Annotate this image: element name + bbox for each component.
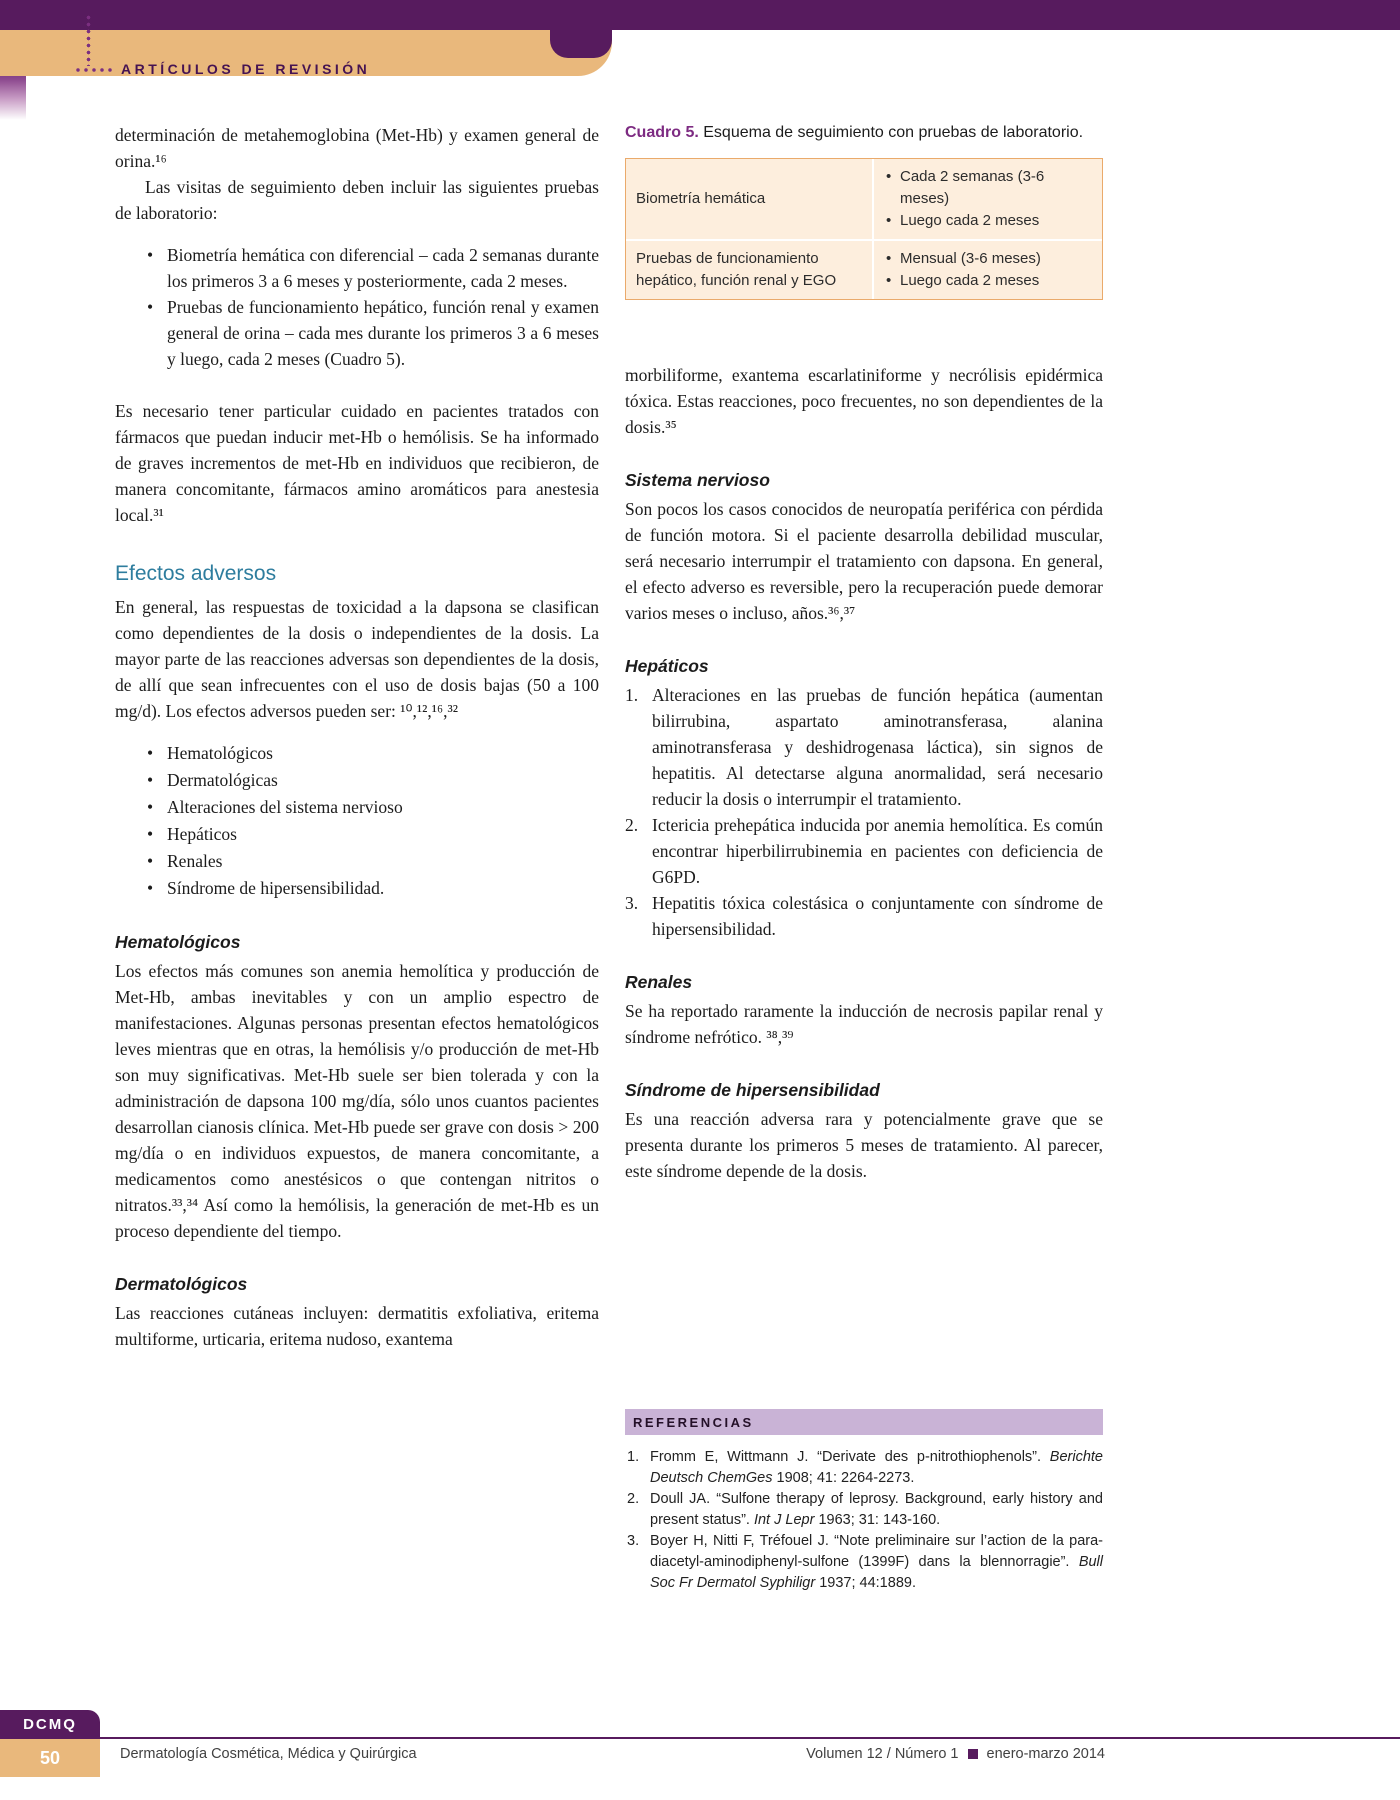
- references-list: [625, 1447, 1103, 1594]
- paragraph: Las reacciones cutáneas incluyen: dermatitis exfoliativa, eritema multiforme, urticaria, eritema nudoso, exantema: [115, 1303, 599, 1349]
- subheading-renales: Renales: [625, 972, 693, 992]
- subheading-hematologicos: Hematológicos: [115, 932, 241, 952]
- table-cell-values: [872, 159, 1102, 239]
- list-item: • Dermatológicas: [115, 767, 599, 794]
- reference-item: [625, 1531, 1103, 1594]
- hepatic-effects-list: [625, 682, 1103, 942]
- reference-text: Boyer H, Nitti F, Tréfouel J. “Note preliminaire sur l’action de la para-diacetyl-aminodiphenyl-sulfone (1399F) dans la blennorragie”.: [650, 1533, 1103, 1570]
- reference-text: 1908; 41: 2264-2273.: [772, 1470, 915, 1486]
- list-item: • Hematológicos: [115, 740, 599, 767]
- subheading-sistema-nervioso: Sistema nervioso: [625, 470, 770, 490]
- list-item: • Alteraciones del sistema nervioso: [115, 794, 599, 821]
- square-bullet-icon: [968, 1749, 978, 1759]
- item-number: 1.: [625, 685, 639, 705]
- table-cell-values: [872, 241, 1102, 299]
- left-column: [115, 122, 599, 1352]
- list-item: • Biometría hemática con diferencial – cada 2 semanas durante los primeros 3 a 6 meses y posteriormente, cada 2 meses.: [115, 242, 599, 294]
- table-cell-label: Pruebas de funcionamiento hepático, función renal y EGO: [636, 250, 837, 289]
- paragraph: morbiliforme, exantema escarlatiniforme y necrólisis epidérmica tóxica. Estas reacciones, poco frecuentes, no son dependientes de la dosis.³⁵: [625, 365, 1103, 437]
- cuadro-5-table: [625, 158, 1103, 300]
- footer-issue-info: [806, 1746, 1105, 1762]
- right-column: [625, 122, 1103, 1594]
- table-cell-label: Biometría hemática: [636, 190, 766, 207]
- reference-journal: Int J Lepr: [753, 1512, 815, 1528]
- lab-tests-list: [115, 242, 599, 372]
- table-caption-label: Cuadro 5.: [625, 124, 699, 141]
- dotted-line-vertical: [85, 14, 92, 66]
- subheading-sindrome-hipersensibilidad: Síndrome de hipersensibilidad: [625, 1080, 880, 1100]
- section-heading-efectos-adversos: Efectos adversos: [115, 562, 277, 585]
- paragraph: Los efectos más comunes son anemia hemolítica y producción de Met-Hb, ambas inevitables y con un amplio espectro de manifestaciones. Algunas personas presentan efectos hematológicos leves mientras que en otras, la hemólisis y/o producción de met-Hb son muy significativas. Met-Hb suele ser bien tolerada y con la administración de dapsona 100 mg/día, sólo unos cuantos pacientes desarrollan cianosis clínica. Met-Hb puede ser grave con dosis > 200 mg/día o en individuos expuestos, de manera concomitante, a medicamentos como anestésicos o que contengan nitritos o nitratos.³³,³⁴ Así como la hemólisis, la generación de met-Hb es un proceso dependiente del tiempo.: [115, 961, 599, 1241]
- reference-number: 3.: [627, 1533, 640, 1549]
- reference-journal: Berichte Deutsch ChemGes: [650, 1449, 1103, 1486]
- section-kicker: ARTÍCULOS DE REVISIÓN: [121, 61, 371, 77]
- paragraph: determinación de metahemoglobina (Met-Hb) y examen general de orina.¹⁶: [115, 125, 599, 171]
- item-text: Hepatitis tóxica colestásica o conjuntamente con síndrome de hipersensibilidad.: [652, 893, 1103, 939]
- item-text: Alteraciones en las pruebas de función hepática (aumentan bilirrubina, aspartato aminotransferasa, alanina aminotransferasa y deshidrogenasa láctica), sin signos de hepatitis. Al detectarse alguna anormalidad, será necesario reducir la dosis o interrumpir el tratamiento.: [652, 685, 1103, 809]
- table-bullet: • Cada 2 semanas (3-6 meses): [884, 166, 1092, 210]
- list-item: • Renales: [115, 848, 599, 875]
- table-bullet: • Mensual (3-6 meses): [884, 248, 1092, 270]
- list-item: • Hepáticos: [115, 821, 599, 848]
- footer-volume: Volumen 12 / Número 1: [806, 1746, 959, 1762]
- reference-number: 1.: [627, 1449, 640, 1465]
- item-number: 2.: [625, 815, 639, 835]
- top-purple-bar: [0, 0, 1400, 30]
- paragraph: Son pocos los casos conocidos de neuropatía periférica con pérdida de función motora. Si el paciente desarrolla debilidad muscular, será necesario interrumpir el tratamiento con dapsona. En general, el efecto adverso es reversible, pero la recuperación puede demorar varios meses o incluso, años.³⁶,³⁷: [625, 499, 1103, 623]
- table-bullet: • Luego cada 2 meses: [884, 210, 1092, 232]
- item-number: 3.: [625, 893, 639, 913]
- list-item: • Pruebas de funcionamiento hepático, función renal y examen general de orina – cada mes durante los primeros 3 a 6 meses y luego, cada 2 meses (Cuadro 5).: [115, 294, 599, 372]
- journal-logo: DCMQ: [0, 1710, 100, 1738]
- numbered-item: [625, 682, 1103, 812]
- purple-corner-tab: [550, 0, 612, 58]
- reference-journal: Bull Soc Fr Dermatol Syphiligr: [650, 1554, 1103, 1591]
- subheading-hepaticos: Hepáticos: [625, 656, 709, 676]
- table-caption-text: Esquema de seguimiento con pruebas de laboratorio.: [698, 124, 1084, 141]
- footer-date: enero-marzo 2014: [986, 1746, 1105, 1762]
- subheading-dermatologicos: Dermatológicos: [115, 1274, 248, 1294]
- table-row: [626, 241, 1102, 299]
- numbered-item: [625, 812, 1103, 890]
- reference-text: Doull JA. “Sulfone therapy of leprosy. Background, early history and present status”.: [650, 1491, 1103, 1528]
- paragraph: Es una reacción adversa rara y potencialmente grave que se presenta durante los primeros 5 meses de tratamiento. Al parecer, este síndrome depende de la dosis.: [625, 1109, 1103, 1181]
- table-bullet: • Luego cada 2 meses: [884, 270, 1092, 292]
- adverse-effects-list: [115, 740, 599, 902]
- dotted-line-horizontal: [74, 66, 116, 74]
- item-text: Ictericia prehepática inducida por anemia hemolítica. Es común encontrar hiperbilirrubinemia en pacientes con deficiencia de G6PD.: [652, 815, 1103, 887]
- reference-number: 2.: [627, 1491, 640, 1507]
- numbered-item: [625, 890, 1103, 942]
- reference-text: 1963; 31: 143-160.: [814, 1512, 941, 1528]
- paragraph: Se ha reportado raramente la inducción de necrosis papilar renal y síndrome nefrótico. ³⁸,³⁹: [625, 1001, 1103, 1047]
- paragraph: En general, las respuestas de toxicidad a la dapsona se clasifican como dependientes de la dosis o independientes de la dosis. La mayor parte de las reacciones adversas son dependientes de la dosis, de allí que sean infrecuentes con el uso de dosis bajas (50 a 100 mg/d). Los efectos adversos pueden ser: ¹⁰,¹²,¹⁶,³²: [115, 597, 599, 721]
- references-header: REFERENCIAS: [625, 1409, 1103, 1435]
- page-number: 50: [0, 1739, 100, 1777]
- paragraph: Las visitas de seguimiento deben incluir las siguientes pruebas de laboratorio:: [115, 177, 599, 223]
- reference-text: Fromm E, Wittmann J. “Derivate des p-nitrothiophenols”.: [650, 1449, 1050, 1465]
- reference-item: [625, 1489, 1103, 1531]
- footer-journal-name: Dermatología Cosmética, Médica y Quirúrgica: [120, 1746, 417, 1762]
- list-item: • Síndrome de hipersensibilidad.: [115, 875, 599, 902]
- reference-item: [625, 1447, 1103, 1489]
- table-caption: [625, 122, 1103, 144]
- paragraph: Es necesario tener particular cuidado en pacientes tratados con fármacos que puedan inducir met-Hb o hemólisis. Se ha informado de graves incrementos de met-Hb en individuos que recibieron, de manera concomitante, fármacos amino aromáticos para anestesia local.³¹: [115, 401, 599, 525]
- reference-text: 1937; 44:1889.: [815, 1575, 916, 1591]
- footer-rule: [0, 1737, 1400, 1739]
- table-row: [626, 159, 1102, 241]
